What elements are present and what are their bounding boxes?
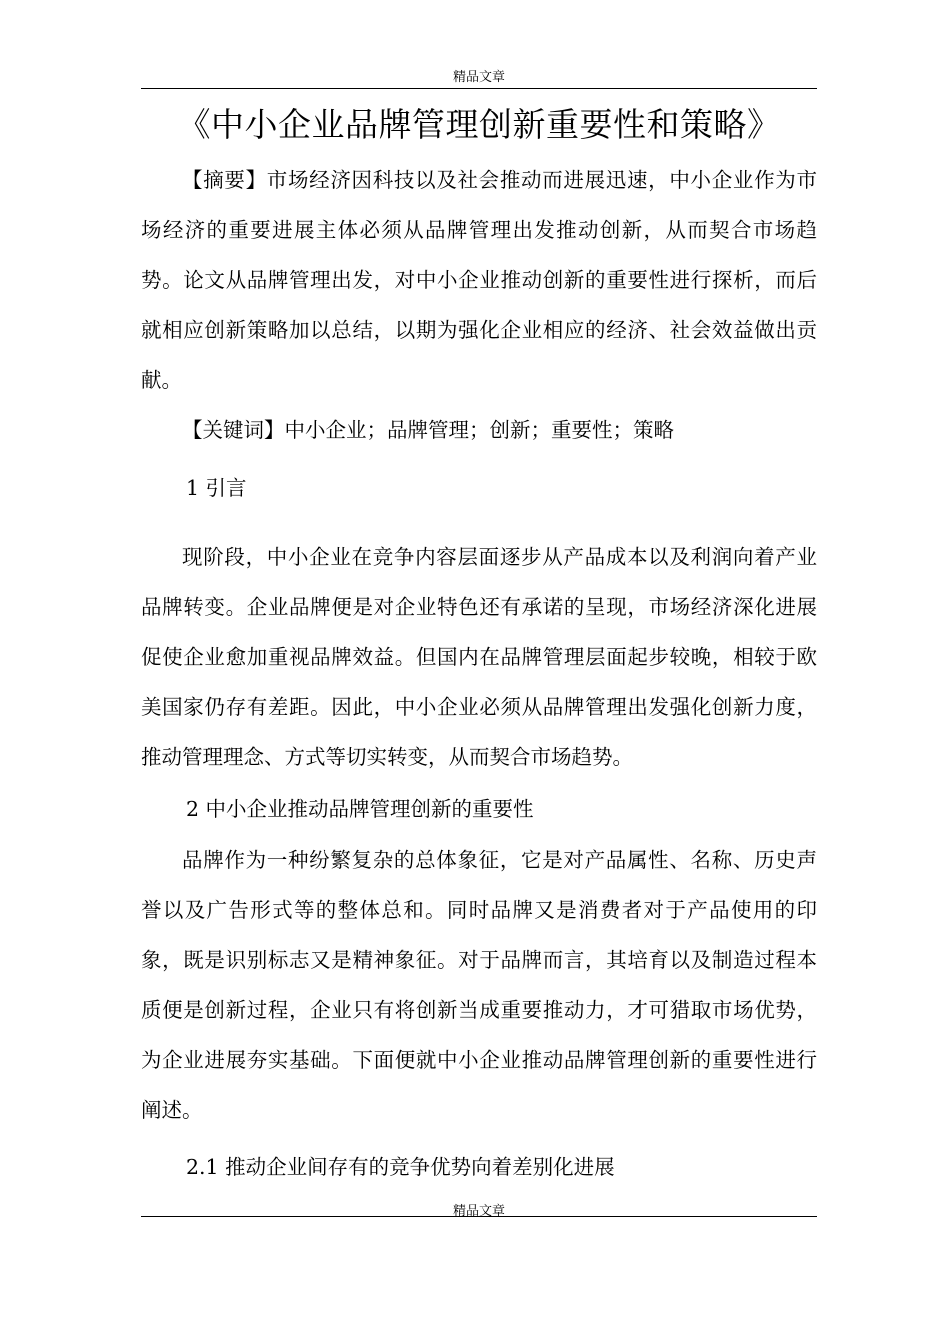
abstract-block: [141, 155, 817, 405]
page-footer: 精品文章: [452, 1204, 505, 1219]
page-header: 精品文章: [452, 70, 505, 85]
abstract-paragraph: 【摘要】市场经济因科技以及社会推动而进展迅速，中小企业作为市场经济的重要进展主体必须从品牌管理出发推动创新，从而契合市场趋势。论文从品牌管理出发，对中小企业推动创新的重要性进行探析，而后就相应创新策略加以总结，以期为强化企业相应的经济、社会效益做出贡献。: [141, 168, 817, 392]
footer-divider: [141, 1216, 817, 1217]
section-2-paragraph: 品牌作为一种纷繁复杂的总体象征，它是对产品属性、名称、历史声誉以及广告形式等的整体总和。同时品牌又是消费者对于产品使用的印象，既是识别标志又是精神象征。对于品牌而言，其培育以及制造过程本质便是创新过程，企业只有将创新当成重要推动力，才可猎取市场优势，为企业进展夯实基础。下面便就中小企业推动品牌管理创新的重要性进行阐述。: [141, 848, 817, 1122]
header-divider: [141, 88, 817, 89]
section-2-1-heading: 2.1 推动企业间存有的竞争优势向着差别化进展: [186, 1155, 615, 1179]
section-2-body: [141, 835, 817, 1135]
section-1-heading: 1 引言: [186, 476, 247, 500]
keywords-paragraph: 【关键词】中小企业；品牌管理；创新；重要性；策略: [182, 418, 674, 442]
document-title: 《中小企业品牌管理创新重要性和策略》: [177, 105, 781, 144]
section-1-body: [141, 532, 817, 782]
section-2-heading: 2 中小企业推动品牌管理创新的重要性: [186, 797, 534, 821]
section-1-paragraph: 现阶段，中小企业在竞争内容层面逐步从产品成本以及利润向着产业品牌转变。企业品牌便是对企业特色还有承诺的呈现，市场经济深化进展促使企业愈加重视品牌效益。但国内在品牌管理层面起步较晚，相较于欧美国家仍存有差距。因此，中小企业必须从品牌管理出发强化创新力度，推动管理理念、方式等切实转变，从而契合市场趋势。: [141, 545, 817, 769]
keywords-block: [141, 405, 817, 455]
